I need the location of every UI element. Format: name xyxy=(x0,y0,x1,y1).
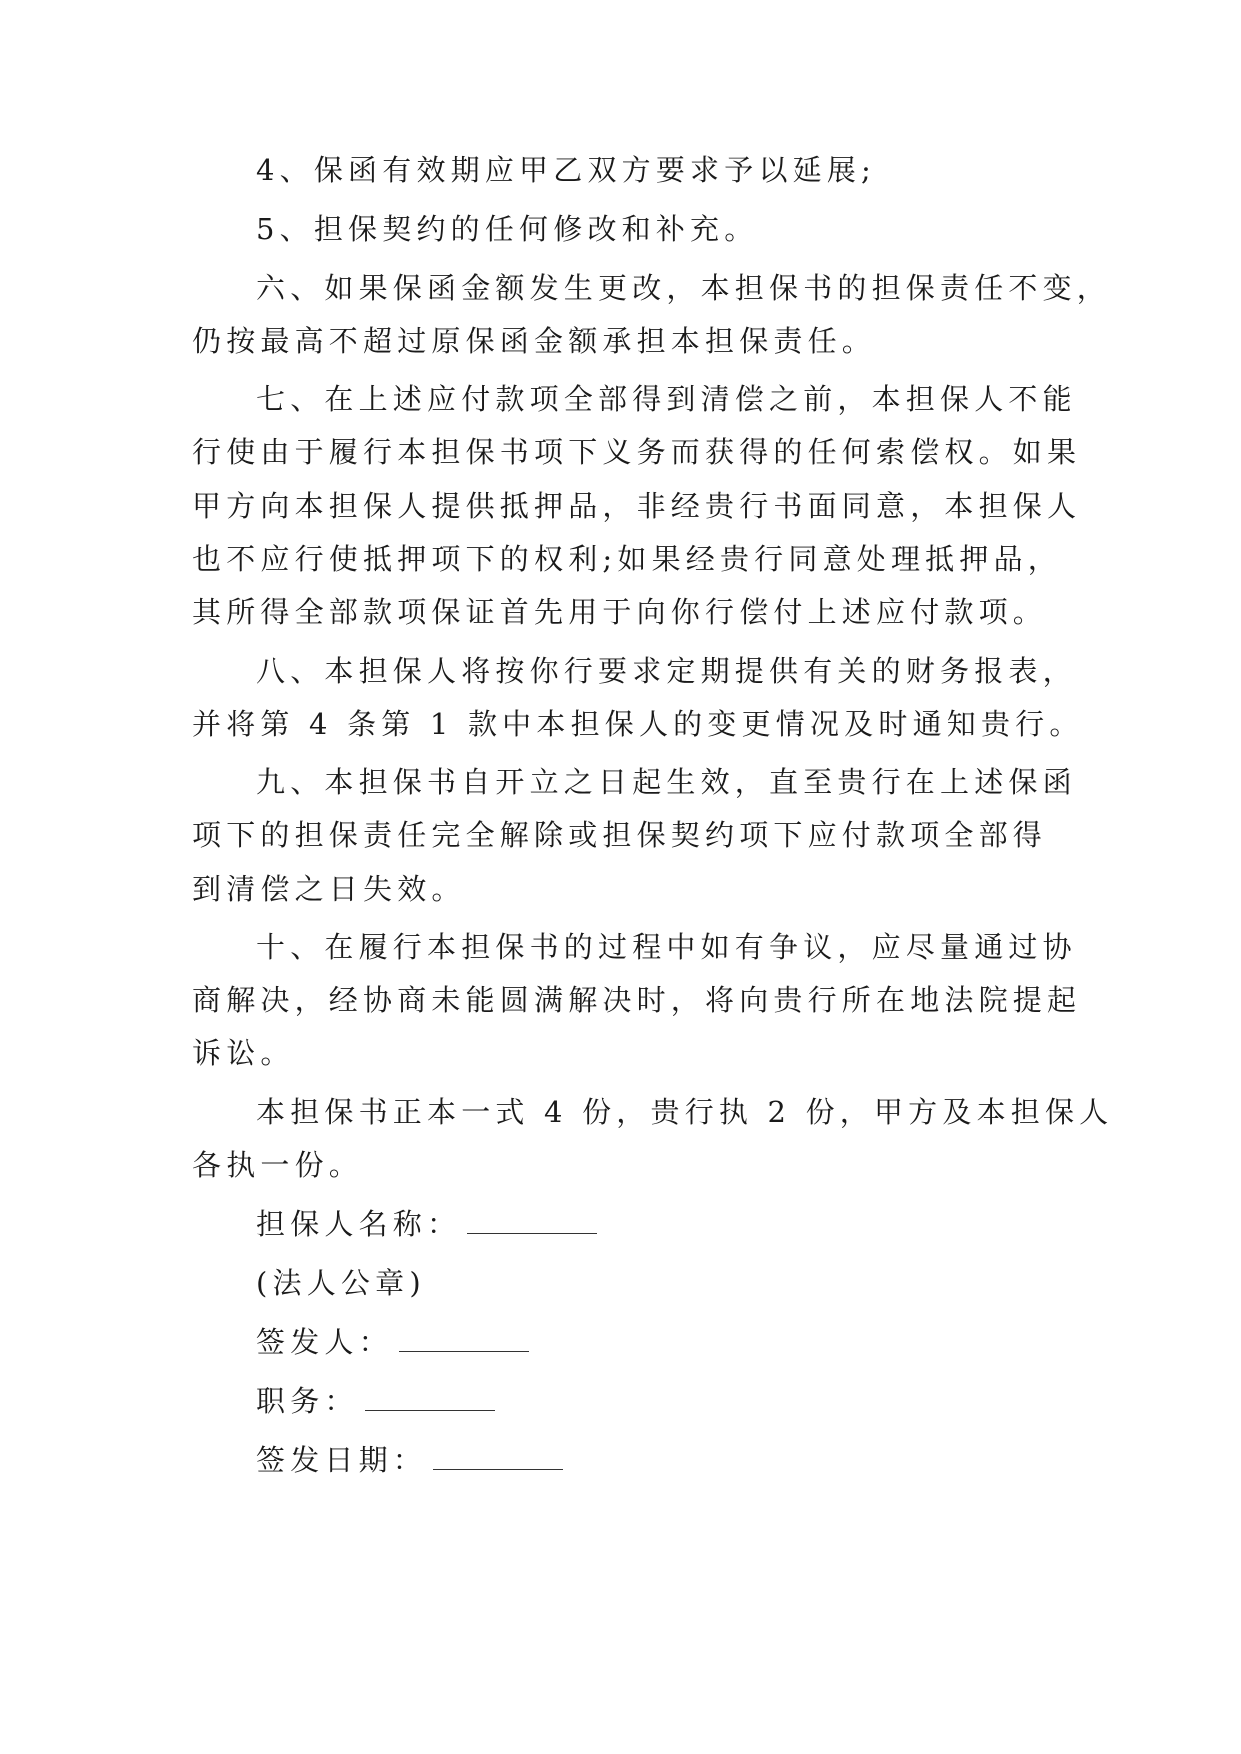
copies-line-1: 本担保书正本一式 4 份，贵行执 2 份，甲方及本担保人 xyxy=(256,1095,1114,1129)
guarantor-name-blank xyxy=(467,1207,597,1234)
issuer-label: 签发人： xyxy=(256,1325,393,1359)
article-7-line-1: 七、在上述应付款项全部得到清偿之前，本担保人不能 xyxy=(256,382,1077,416)
clause-5-amendment: 5、担保契约的任何修改和补充。 xyxy=(256,212,759,246)
article-10-line-1: 十、在履行本担保书的过程中如有争议，应尽量通过协 xyxy=(256,930,1077,964)
clause-4-extension: 4、保函有效期应甲乙双方要求予以延展; xyxy=(256,153,877,187)
article-7-line-3: 甲方向本担保人提供抵押品，非经贵行书面同意，本担保人 xyxy=(192,489,1082,523)
article-9-line-1: 九、本担保书自开立之日起生效，直至贵行在上述保函 xyxy=(256,765,1077,799)
guarantor-name-field xyxy=(256,1204,597,1244)
issue-date-label: 签发日期： xyxy=(256,1443,428,1477)
guarantor-name-label: 担保人名称： xyxy=(256,1207,462,1241)
issuer-blank xyxy=(399,1325,529,1352)
article-7-line-2: 行使由于履行本担保书项下义务而获得的任何索偿权。如果 xyxy=(192,435,1082,469)
position-label: 职务： xyxy=(256,1384,359,1418)
article-10-line-2: 商解决，经协商未能圆满解决时，将向贵行所在地法院提起 xyxy=(192,983,1082,1017)
issue-date-blank xyxy=(433,1443,563,1470)
article-7-line-4: 也不应行使抵押项下的权利;如果经贵行同意处理抵押品， xyxy=(192,542,1062,576)
position-blank xyxy=(365,1384,495,1411)
position-field xyxy=(256,1381,495,1421)
article-9-line-3: 到清偿之日失效。 xyxy=(192,872,466,906)
issue-date-field xyxy=(256,1440,563,1480)
copies-line-2: 各执一份。 xyxy=(192,1148,364,1182)
issuer-field xyxy=(256,1322,529,1362)
article-6-line-2: 仍按最高不超过原保函金额承担本担保责任。 xyxy=(192,324,877,358)
article-8-line-2: 并将第 4 条第 1 款中本担保人的变更情况及时通知贵行。 xyxy=(192,707,1084,741)
corporate-seal-label: (法人公章) xyxy=(256,1266,426,1300)
article-6-line-1: 六、如果保函金额发生更改，本担保书的担保责任不变， xyxy=(256,271,1112,305)
article-8-line-1: 八、本担保人将按你行要求定期提供有关的财务报表， xyxy=(256,654,1077,688)
article-7-line-5: 其所得全部款项保证首先用于向你行偿付上述应付款项。 xyxy=(192,595,1048,629)
article-10-line-3: 诉讼。 xyxy=(192,1036,295,1070)
article-9-line-2: 项下的担保责任完全解除或担保契约项下应付款项全部得 xyxy=(192,818,1048,852)
